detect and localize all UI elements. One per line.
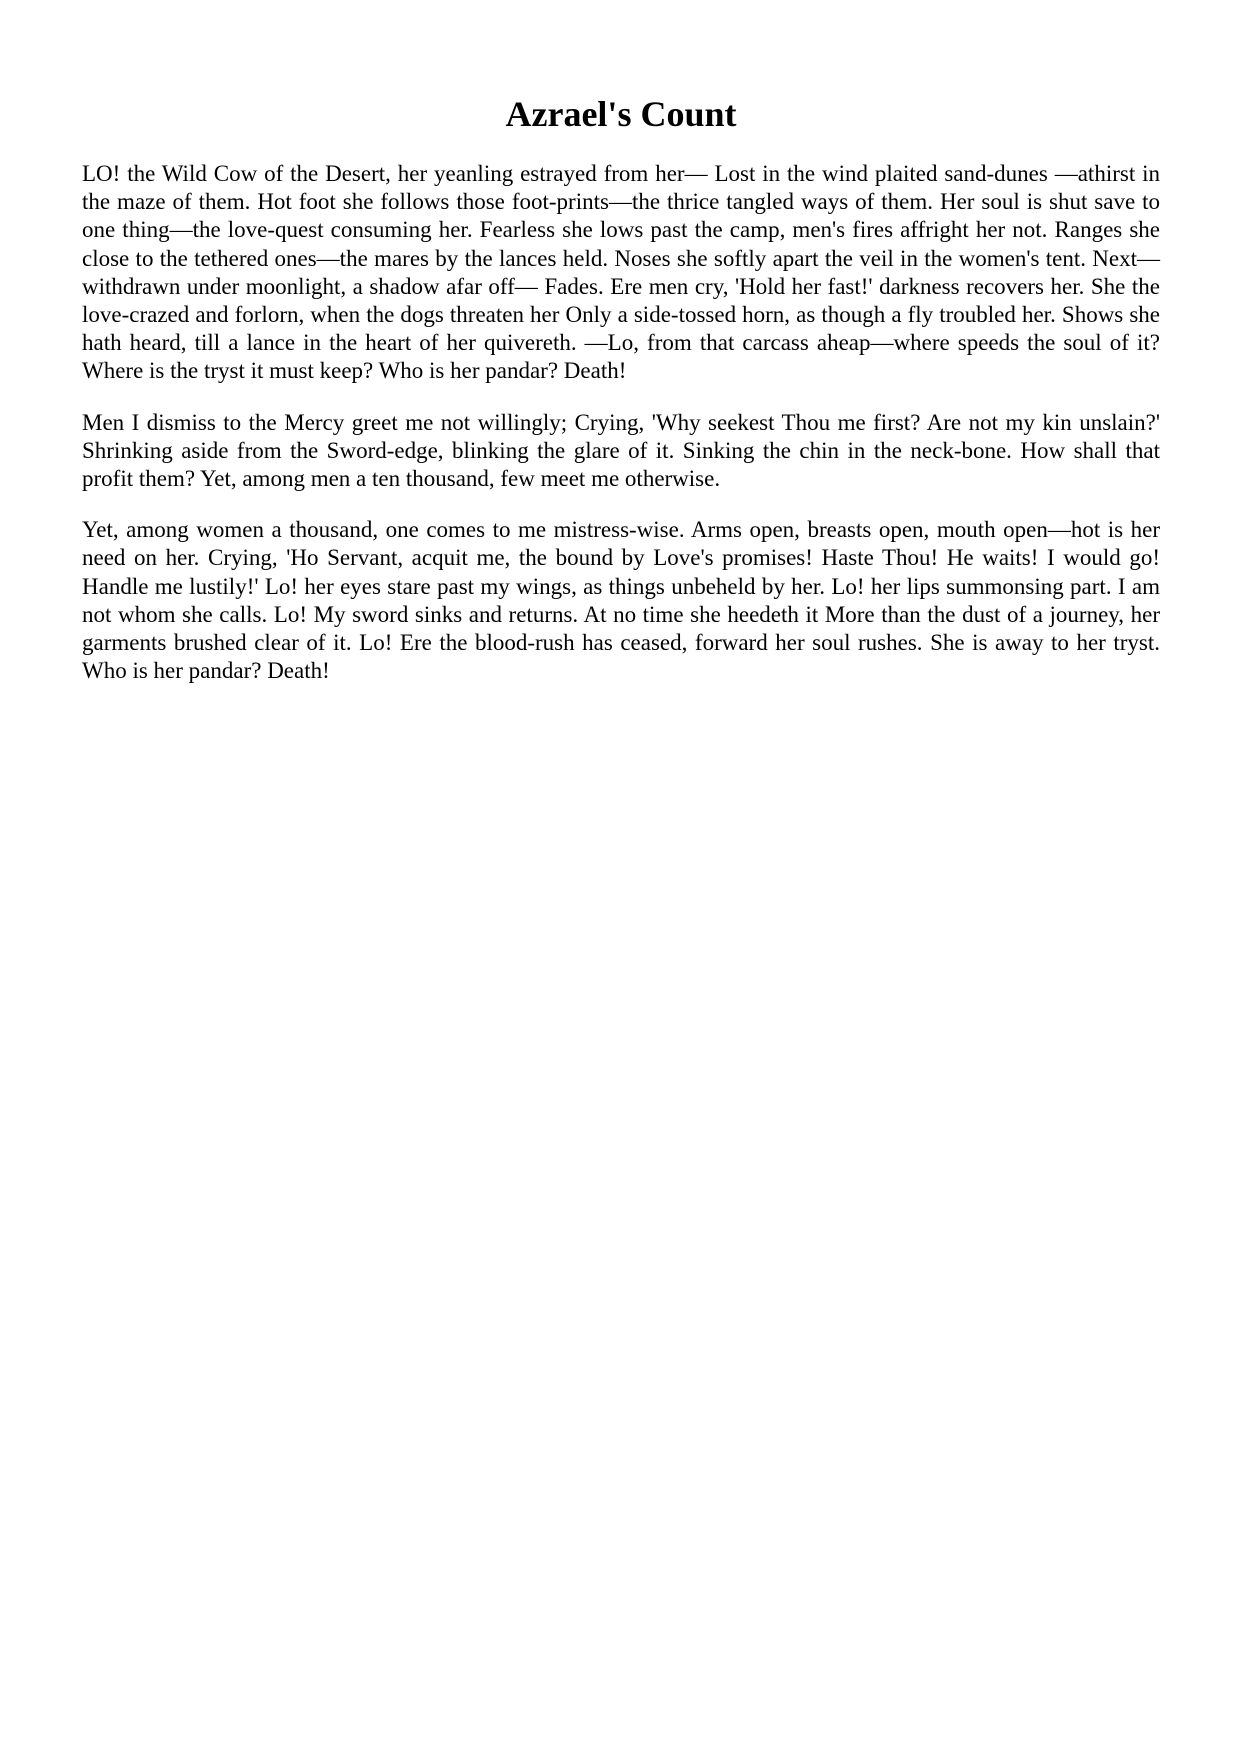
document-page: [82, 88, 1160, 708]
paragraph-3: Yet, among women a thousand, one comes to me mistress-wise. Arms open, breasts open, mouth open—hot is her need on her. Crying, 'Ho Servant, acquit me, the bound by Love's promises! Haste Thou! He waits! I would go! Handle me lustily!' Lo! her eyes stare past my wings, as things unbeheld by her. Lo! her lips summonsing part. I am not whom she calls. Lo! My sword sinks and returns. At no time she heedeth it More than the dust of a journey, her garments brushed clear of it. Lo! Ere the blood-rush has ceased, forward her soul rushes. She is away to her tryst. Who is her pandar? Death!: [82, 517, 1160, 684]
paragraph-2: Men I dismiss to the Mercy greet me not willingly; Crying, 'Why seekest Thou me first? Are not my kin unslain?' Shrinking aside from the Sword-edge, blinking the glare of it. Sinking the chin in the neck-bone. How shall that profit them? Yet, among men a ten thousand, few meet me otherwise.: [82, 409, 1160, 492]
page-title: Azrael's Count: [505, 94, 737, 134]
paragraph-1: LO! the Wild Cow of the Desert, her yeanling estrayed from her— Lost in the wind plaited sand-dunes —athirst in the maze of them. Hot foot she follows those foot-prints—the thrice tangled ways of them. Her soul is shut save to one thing—the love-quest consuming her. Fearless she lows past the camp, men's fires affright her not. Ranges she close to the tethered ones—the mares by the lances held. Noses she softly apart the veil in the women's tent. Next—withdrawn under moonlight, a shadow afar off— Fades. Ere men cry, 'Hold her fast!' darkness recovers her. She the love-crazed and forlorn, when the dogs threaten her Only a side-tossed horn, as though a fly troubled her. Shows she hath heard, till a lance in the heart of her quivereth. —Lo, from that carcass aheap—where speeds the soul of it? Where is the tryst it must keep? Who is her pandar? Death!: [82, 161, 1160, 384]
